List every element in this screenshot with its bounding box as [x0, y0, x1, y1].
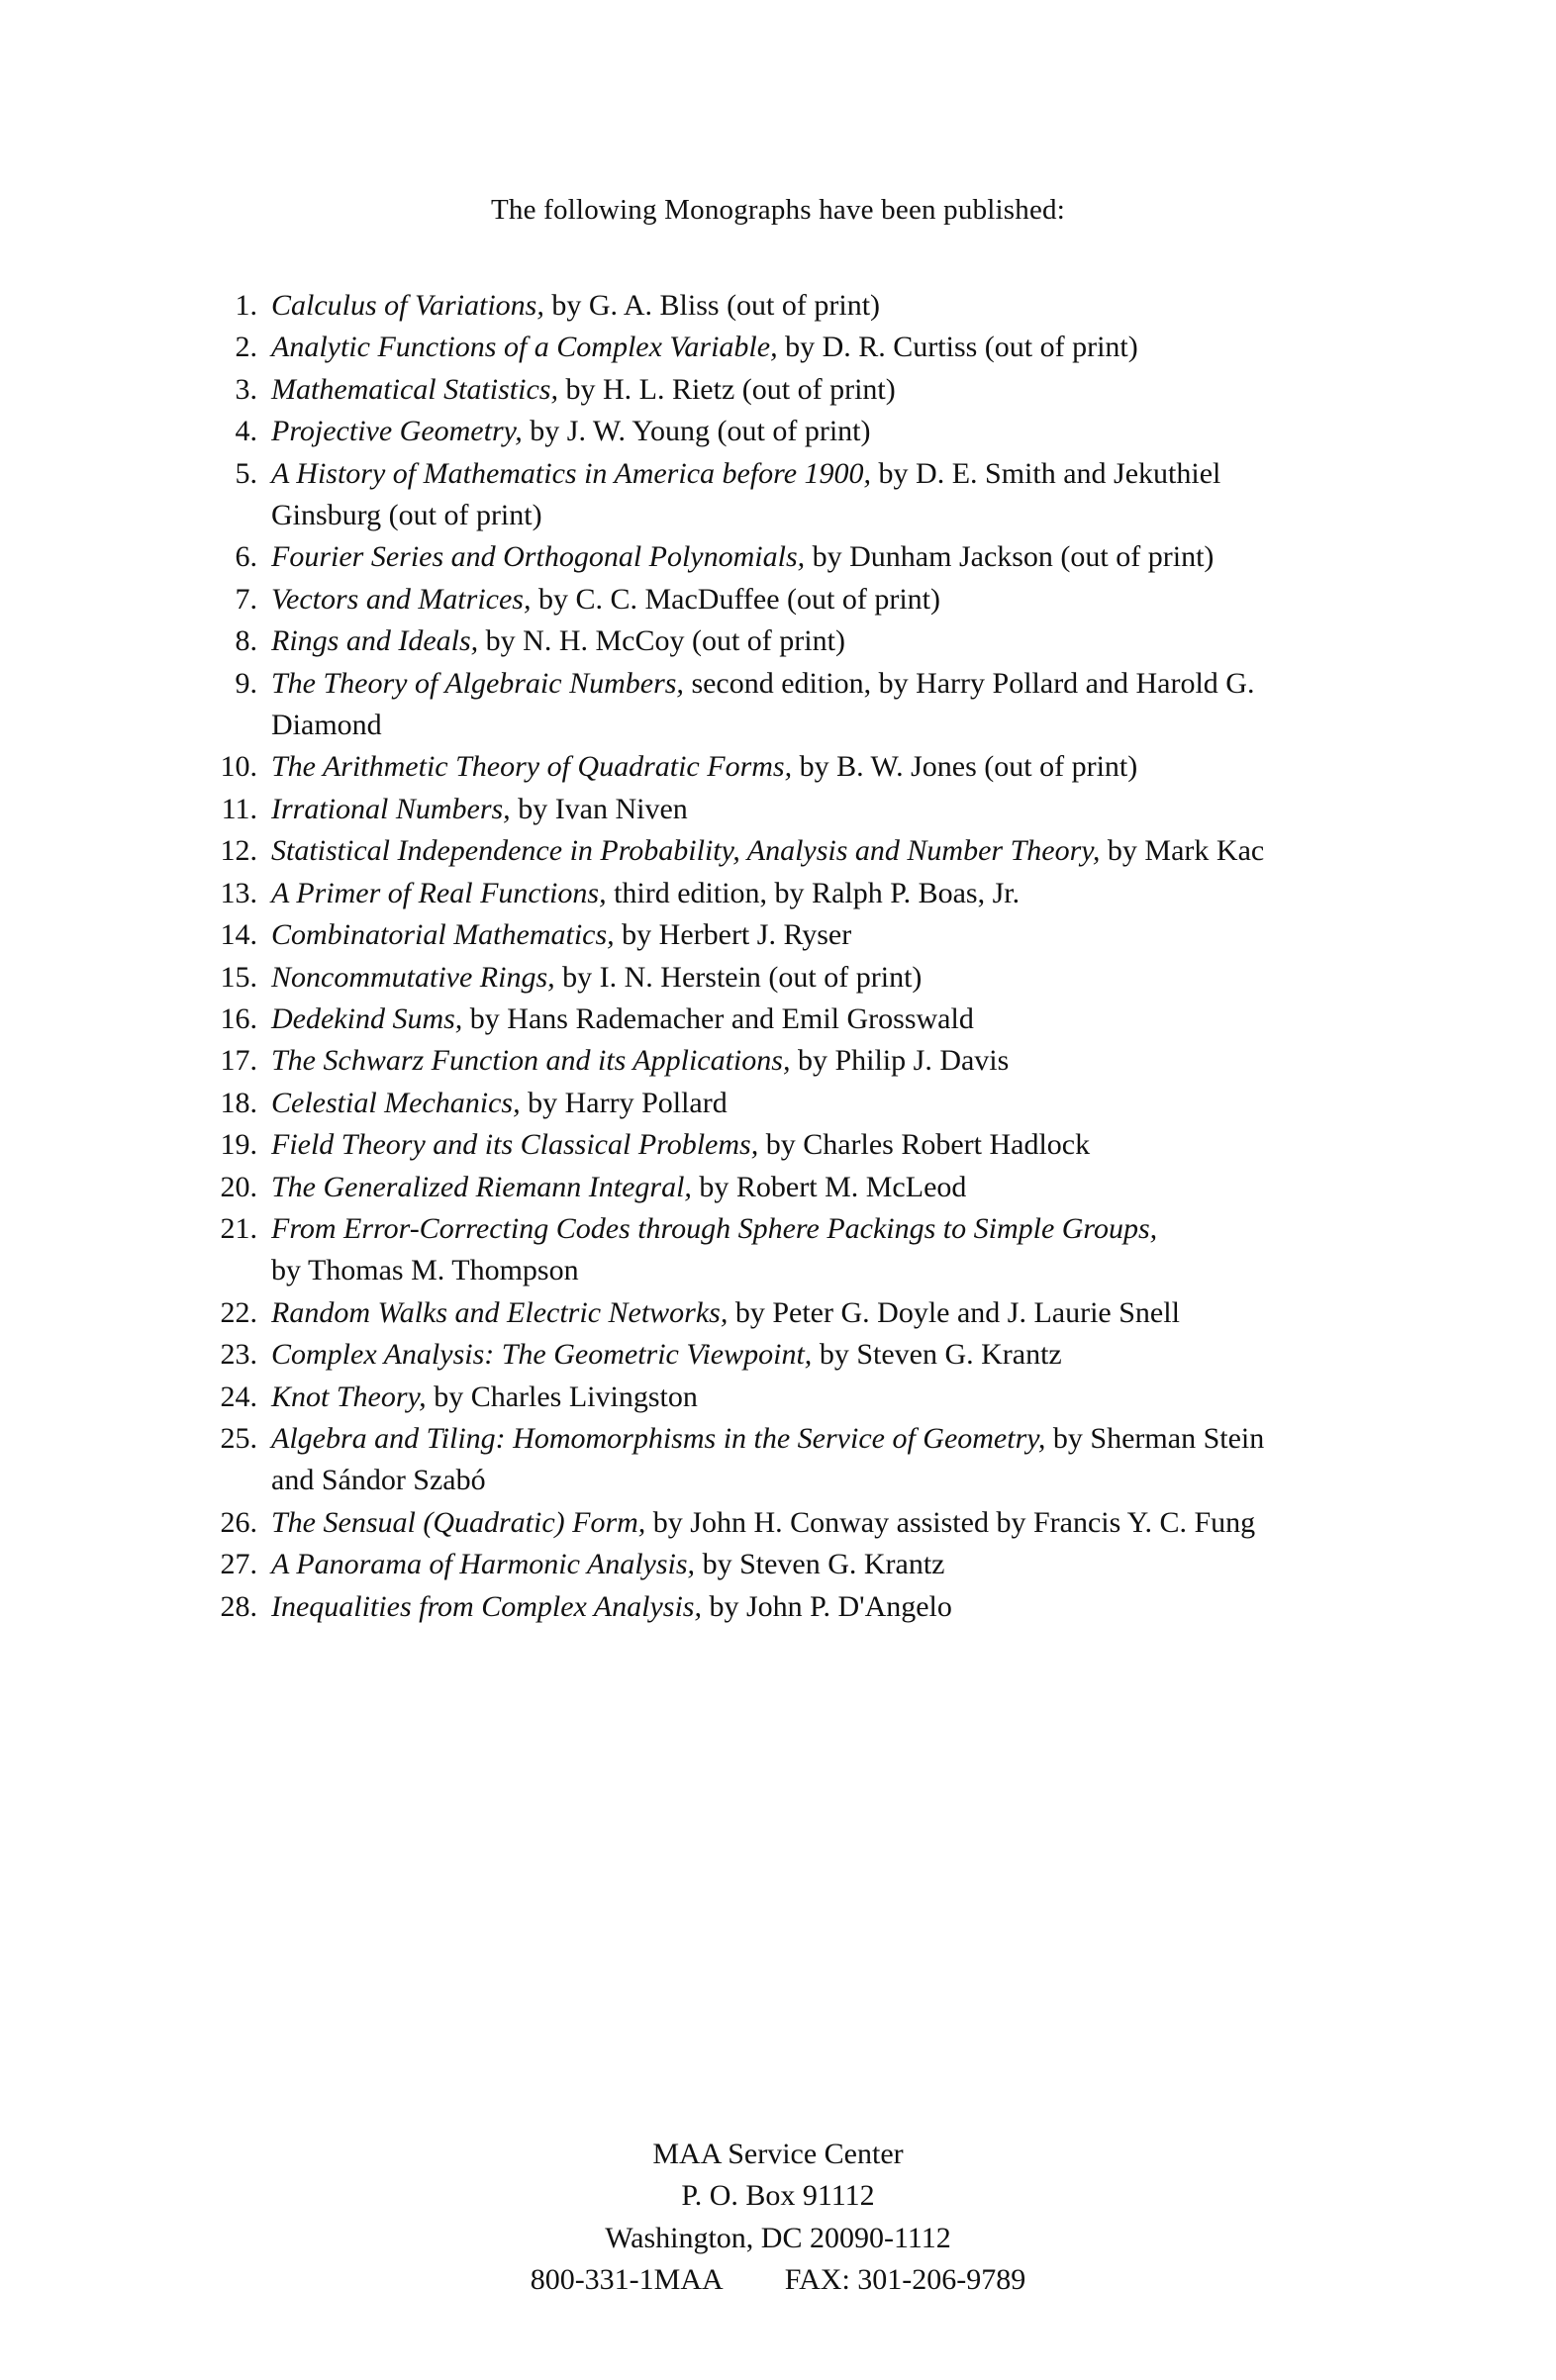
address-city: Washington, DC 20090-1112: [605, 2221, 951, 2254]
entry-number: 8.: [235, 624, 257, 658]
entry-text: [271, 411, 1384, 452]
address-po-box: P. O. Box 91112: [681, 2179, 875, 2213]
entry-author: by Steven G. Krantz: [812, 1338, 1062, 1372]
entry-number: 12.: [220, 834, 257, 868]
entry-number: 19.: [220, 1128, 257, 1162]
phone-number: 800-331-1MAA: [530, 2263, 724, 2297]
monograph-entry: [216, 620, 1384, 662]
entry-number: 9.: [235, 666, 257, 700]
entry-title: Vectors and Matrices,: [271, 582, 532, 616]
monograph-entry: [216, 1586, 1384, 1628]
entry-text: [271, 1167, 1384, 1208]
entry-author: by I. N. Herstein (out of print): [554, 960, 923, 994]
entry-author: by C. C. MacDuffee (out of print): [531, 582, 940, 616]
entry-text: [271, 1124, 1384, 1166]
entry-text: [271, 285, 1384, 327]
entry-author: by Charles Robert Hadlock: [758, 1128, 1091, 1162]
monograph-list: [216, 285, 1384, 1628]
monograph-entry: [216, 1502, 1384, 1544]
entry-title: Projective Geometry,: [271, 415, 523, 448]
entry-author: by Peter G. Doyle and J. Laurie Snell: [728, 1295, 1180, 1329]
entry-author: third edition, by Ralph P. Boas, Jr.: [606, 876, 1021, 909]
address-name: MAA Service Center: [652, 2138, 904, 2170]
entry-author: by Mark Kac: [1100, 834, 1265, 868]
entry-number: 13.: [220, 876, 257, 909]
entry-text: [271, 1544, 1384, 1585]
entry-title: Field Theory and its Classical Problems,: [271, 1128, 759, 1162]
entry-number: 20.: [220, 1170, 257, 1203]
entry-number: 10.: [220, 750, 257, 784]
entry-text: [271, 663, 1384, 747]
entry-number: 4.: [235, 415, 257, 448]
entry-text: [271, 789, 1384, 830]
entry-title: Complex Analysis: The Geometric Viewpoint,: [271, 1338, 813, 1372]
entry-title: Inequalities from Complex Analysis,: [271, 1589, 702, 1623]
entry-author: by Steven G. Krantz: [695, 1548, 945, 1581]
entry-title: Statistical Independence in Probability, Analysis and Number Theory,: [271, 834, 1101, 868]
service-center-address: [0, 2134, 1556, 2302]
entry-continuation: Ginsburg (out of print): [271, 499, 542, 532]
monograph-entry: [216, 1292, 1384, 1334]
entry-title: A History of Mathematics in America before 1900,: [271, 456, 872, 490]
entry-title: The Schwarz Function and its Applications,: [271, 1044, 791, 1078]
entry-text: [271, 1208, 1384, 1292]
entry-title: The Sensual (Quadratic) Form,: [271, 1505, 646, 1539]
entry-text: [271, 1334, 1384, 1376]
entry-title: Rings and Ideals,: [271, 624, 479, 658]
entry-continuation: Diamond: [271, 709, 382, 742]
entry-text: [271, 873, 1384, 914]
monograph-entry: [216, 369, 1384, 411]
monograph-entry: [216, 663, 1384, 747]
monograph-entry: [216, 789, 1384, 830]
monograph-entry: [216, 1377, 1384, 1418]
entry-title: Irrational Numbers,: [271, 792, 511, 825]
entry-text: [271, 999, 1384, 1040]
entry-author: by H. L. Rietz (out of print): [557, 372, 896, 406]
entry-number: 25.: [220, 1421, 257, 1455]
entry-number: 16.: [220, 1001, 257, 1035]
entry-number: 18.: [220, 1086, 257, 1119]
entry-text: [271, 453, 1384, 537]
entry-number: 2.: [235, 331, 257, 364]
entry-text: [271, 957, 1384, 999]
page-heading: The following Monographs have been published:: [490, 194, 1066, 226]
entry-title: From Error-Correcting Codes through Sphere Packings to Simple Groups,: [271, 1211, 1158, 1245]
entry-author: by Dunham Jackson (out of print): [805, 540, 1215, 574]
entry-number: 7.: [235, 582, 257, 616]
entry-author: by Herbert J. Ryser: [614, 918, 852, 952]
entry-author: by Sherman Stein: [1045, 1421, 1265, 1455]
entry-title: Fourier Series and Orthogonal Polynomials,: [271, 540, 806, 574]
entry-number: 24.: [220, 1380, 257, 1413]
monograph-entry: [216, 411, 1384, 452]
entry-text: [271, 1083, 1384, 1124]
entry-title: Algebra and Tiling: Homomorphisms in the Service of Geometry,: [271, 1421, 1046, 1455]
entry-author: by Ivan Niven: [510, 792, 688, 825]
entry-number: 26.: [220, 1505, 257, 1539]
entry-author: by J. W. Young (out of print): [522, 415, 871, 448]
entry-title: The Arithmetic Theory of Quadratic Forms,: [271, 750, 793, 784]
monograph-entry: [216, 1083, 1384, 1124]
entry-text: [271, 1377, 1384, 1418]
entry-title: Knot Theory,: [271, 1380, 427, 1413]
fax-number: FAX: 301-206-9789: [784, 2263, 1026, 2297]
entry-title: Calculus of Variations,: [271, 289, 544, 322]
monograph-entry: [216, 285, 1384, 327]
entry-author: second edition, by Harry Pollard and Harold G.: [683, 666, 1255, 700]
entry-author: by D. R. Curtiss (out of print): [777, 331, 1138, 364]
entry-number: 3.: [235, 372, 257, 406]
monograph-entry: [216, 746, 1384, 788]
monograph-entry: [216, 914, 1384, 956]
entry-author: by Robert M. McLeod: [691, 1170, 967, 1203]
entry-title: Dedekind Sums,: [271, 1001, 463, 1035]
monograph-entry: [216, 1544, 1384, 1585]
monograph-entry: [216, 1208, 1384, 1292]
entry-author: by Charles Livingston: [426, 1380, 698, 1413]
monograph-entry: [216, 830, 1384, 872]
entry-author: by Harry Pollard: [520, 1086, 728, 1119]
entry-number: 28.: [220, 1589, 257, 1623]
entry-text: [271, 1418, 1384, 1502]
monograph-entry: [216, 536, 1384, 578]
entry-title: A Panorama of Harmonic Analysis,: [271, 1548, 696, 1581]
entry-text: [271, 914, 1384, 956]
entry-author: by G. A. Bliss (out of print): [543, 289, 881, 322]
entry-author: by Philip J. Davis: [790, 1044, 1010, 1078]
entry-text: [271, 369, 1384, 411]
entry-text: [271, 1040, 1384, 1082]
entry-text: [271, 1586, 1384, 1628]
entry-text: [271, 579, 1384, 620]
entry-author: by B. W. Jones (out of print): [792, 750, 1138, 784]
entry-number: 17.: [220, 1044, 257, 1078]
entry-text: [271, 620, 1384, 662]
entry-title: Mathematical Statistics,: [271, 372, 558, 406]
monograph-entry: [216, 453, 1384, 537]
entry-title: Celestial Mechanics,: [271, 1086, 521, 1119]
entry-author: by D. E. Smith and Jekuthiel: [871, 456, 1221, 490]
entry-author: by N. H. McCoy (out of print): [478, 624, 845, 658]
entry-number: 6.: [235, 540, 257, 574]
entry-text: [271, 1292, 1384, 1334]
entry-continuation: and Sándor Szabó: [271, 1464, 486, 1497]
entry-author: by Hans Rademacher and Emil Grosswald: [462, 1001, 974, 1035]
monograph-entry: [216, 1334, 1384, 1376]
entry-number: 11.: [221, 792, 257, 825]
monograph-entry: [216, 999, 1384, 1040]
entry-text: [271, 536, 1384, 578]
entry-number: 1.: [235, 289, 257, 322]
contact-line: [0, 2259, 1556, 2301]
entry-title: Analytic Functions of a Complex Variable,: [271, 331, 778, 364]
entry-number: 27.: [220, 1548, 257, 1581]
monograph-entry: [216, 1040, 1384, 1082]
entry-number: 15.: [220, 960, 257, 994]
monograph-entry: [216, 957, 1384, 999]
entry-number: 23.: [220, 1338, 257, 1372]
entry-author: by John P. D'Angelo: [701, 1589, 952, 1623]
monograph-entry: [216, 873, 1384, 914]
entry-title: Combinatorial Mathematics,: [271, 918, 615, 952]
monograph-entry: [216, 327, 1384, 368]
entry-number: 22.: [220, 1295, 257, 1329]
entry-number: 21.: [220, 1211, 257, 1245]
entry-title: Random Walks and Electric Networks,: [271, 1295, 729, 1329]
monograph-entry: [216, 1124, 1384, 1166]
monograph-entry: [216, 1418, 1384, 1502]
monograph-entry: [216, 1167, 1384, 1208]
entry-title: Noncommutative Rings,: [271, 960, 555, 994]
entry-number: 5.: [235, 456, 257, 490]
entry-text: [271, 327, 1384, 368]
entry-title: A Primer of Real Functions,: [271, 876, 607, 909]
monograph-entry: [216, 579, 1384, 620]
entry-title: The Generalized Riemann Integral,: [271, 1170, 692, 1203]
entry-author: by John H. Conway assisted by Francis Y. C. Fung: [645, 1505, 1256, 1539]
entry-text: [271, 746, 1384, 788]
entry-text: [271, 830, 1384, 872]
entry-number: 14.: [220, 918, 257, 952]
entry-continuation: by Thomas M. Thompson: [271, 1254, 579, 1287]
entry-text: [271, 1502, 1384, 1544]
entry-title: The Theory of Algebraic Numbers,: [271, 666, 684, 700]
